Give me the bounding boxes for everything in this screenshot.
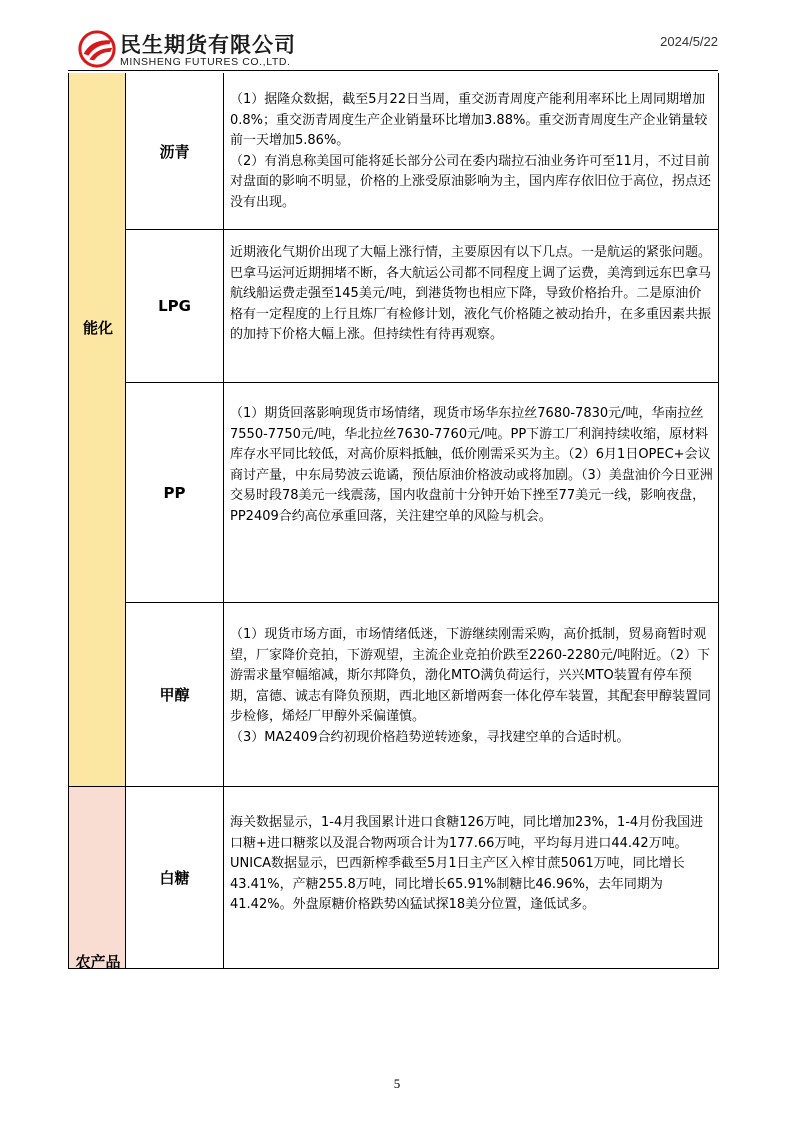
row-content bbox=[224, 383, 718, 602]
paragraph: （1）据隆众数据，截至5月22日当周，重交沥青周度产能利用率环比上周同期增加0.8%；重交沥青周度生产企业销量环比增加3.88%。重交沥青周度生产企业销量较前一天增加5.86%。 bbox=[230, 92, 708, 149]
row-content bbox=[224, 787, 718, 968]
row-name: PP bbox=[126, 383, 224, 602]
report-date: 2024/5/22 bbox=[660, 34, 718, 49]
row-name: 甲醇 bbox=[126, 603, 224, 786]
table-row-pp bbox=[126, 383, 719, 603]
paragraph: （2）有消息称美国可能将延长部分公司在委内瑞拉石油业务许可至11月，不过目前对盘面的影响不明显，价格的上涨受原油影响为主，国内库存依旧位于高位，拐点还没有出现。 bbox=[230, 153, 712, 210]
row-content bbox=[224, 73, 718, 229]
row-name: LPG bbox=[126, 230, 224, 382]
paragraph: 近期液化气期价出现了大幅上涨行情，主要原因有以下几点。一是航运的紧张问题。巴拿马运河近期拥堵不断，各大航运公司都不同程度上调了运费，美湾到远东巴拿马航线船运费走强至145美元/吨，到港货物也相应下降，导致价格抬升。二是原油价格有一定程度的上行且炼厂有检修计划，液化气价格随之被动抬升，在多重因素共振的加持下价格大幅上涨。但持续性有待再观察。 bbox=[230, 245, 712, 343]
page-header bbox=[0, 0, 794, 70]
paragraph: 海关数据显示，1-4月我国累计进口食糖126万吨，同比增加23%，1-4月份我国进口糖+进口糖浆以及混合物两项合计为177.66万吨，平均每月进口44.42万吨。UNICA数据显示，巴西新榨季截至5月1日主产区入榨甘蔗5061万吨，同比增长43.41%，产糖255.8万吨，同比增长65.91%制糖比46.96%，去年同期为41.42%。外盘原糖价格跌势凶猛试探18美分位置，逢低试多。 bbox=[230, 815, 704, 913]
category-agri-label: 农产品 bbox=[75, 953, 121, 971]
page-number: 5 bbox=[393, 1076, 401, 1091]
category-agri-cell bbox=[68, 787, 126, 969]
table-row-asphalt bbox=[126, 73, 719, 230]
company-name-cn: 民生期货有限公司 bbox=[120, 33, 296, 57]
paragraph: （1）现货市场方面，市场情绪低迷，下游继续刚需采购，高价抵制，贸易商暂时观望，厂家降价竞拍，下游观望，主流企业竞拍价跌至2260-2280元/吨附近。（2）下游需求量窄幅缩减，斯尔邦降负，渤化MTO满负荷运行，兴兴MTO装置有停车预期，富德、诚志有降负预期，西北地区新增两套一体化停车装置，其配套甲醇装置同步检修，烯烃厂甲醇外采偏谨慎。 bbox=[230, 627, 712, 725]
table-row-lpg bbox=[126, 230, 719, 383]
row-name: 沥青 bbox=[126, 73, 224, 229]
minsheng-logo-icon bbox=[78, 30, 116, 68]
company-name-en: MINSHENG FUTURES CO.,LTD. bbox=[120, 56, 291, 68]
category-energy-cell bbox=[68, 73, 126, 787]
row-content bbox=[224, 230, 718, 382]
table-row-methanol bbox=[126, 603, 719, 787]
row-content bbox=[224, 603, 718, 786]
header-divider bbox=[68, 70, 718, 71]
table-row-sugar bbox=[126, 787, 719, 969]
row-name: 白糖 bbox=[126, 787, 224, 968]
category-energy-label: 能化 bbox=[82, 319, 113, 337]
paragraph: （1）期货回落影响现货市场情绪，现货市场华东拉丝7680-7830元/吨，华南拉丝7550-7750元/吨，华北拉丝7630-7760元/吨。PP下游工厂利润持续收缩，原材料库存水平同比较低，对高价原料抵触，低价刚需采买为主。（2）6月1日OPEC+会议商讨产量，中东局势波云诡谲，预估原油价格波动或将加剧。（3）美盘油价今日亚洲交易时段78美元一线震荡，国内收盘前十分钟开始下挫至77美元一线，影响夜盘，PP2409合约高位承重回落，关注建空单的风险与机会。 bbox=[230, 406, 713, 524]
commodity-table bbox=[68, 73, 719, 969]
paragraph: （3）MA2409合约初现价格趋势逆转迹象，寻找建空单的合适时机。 bbox=[230, 729, 630, 745]
